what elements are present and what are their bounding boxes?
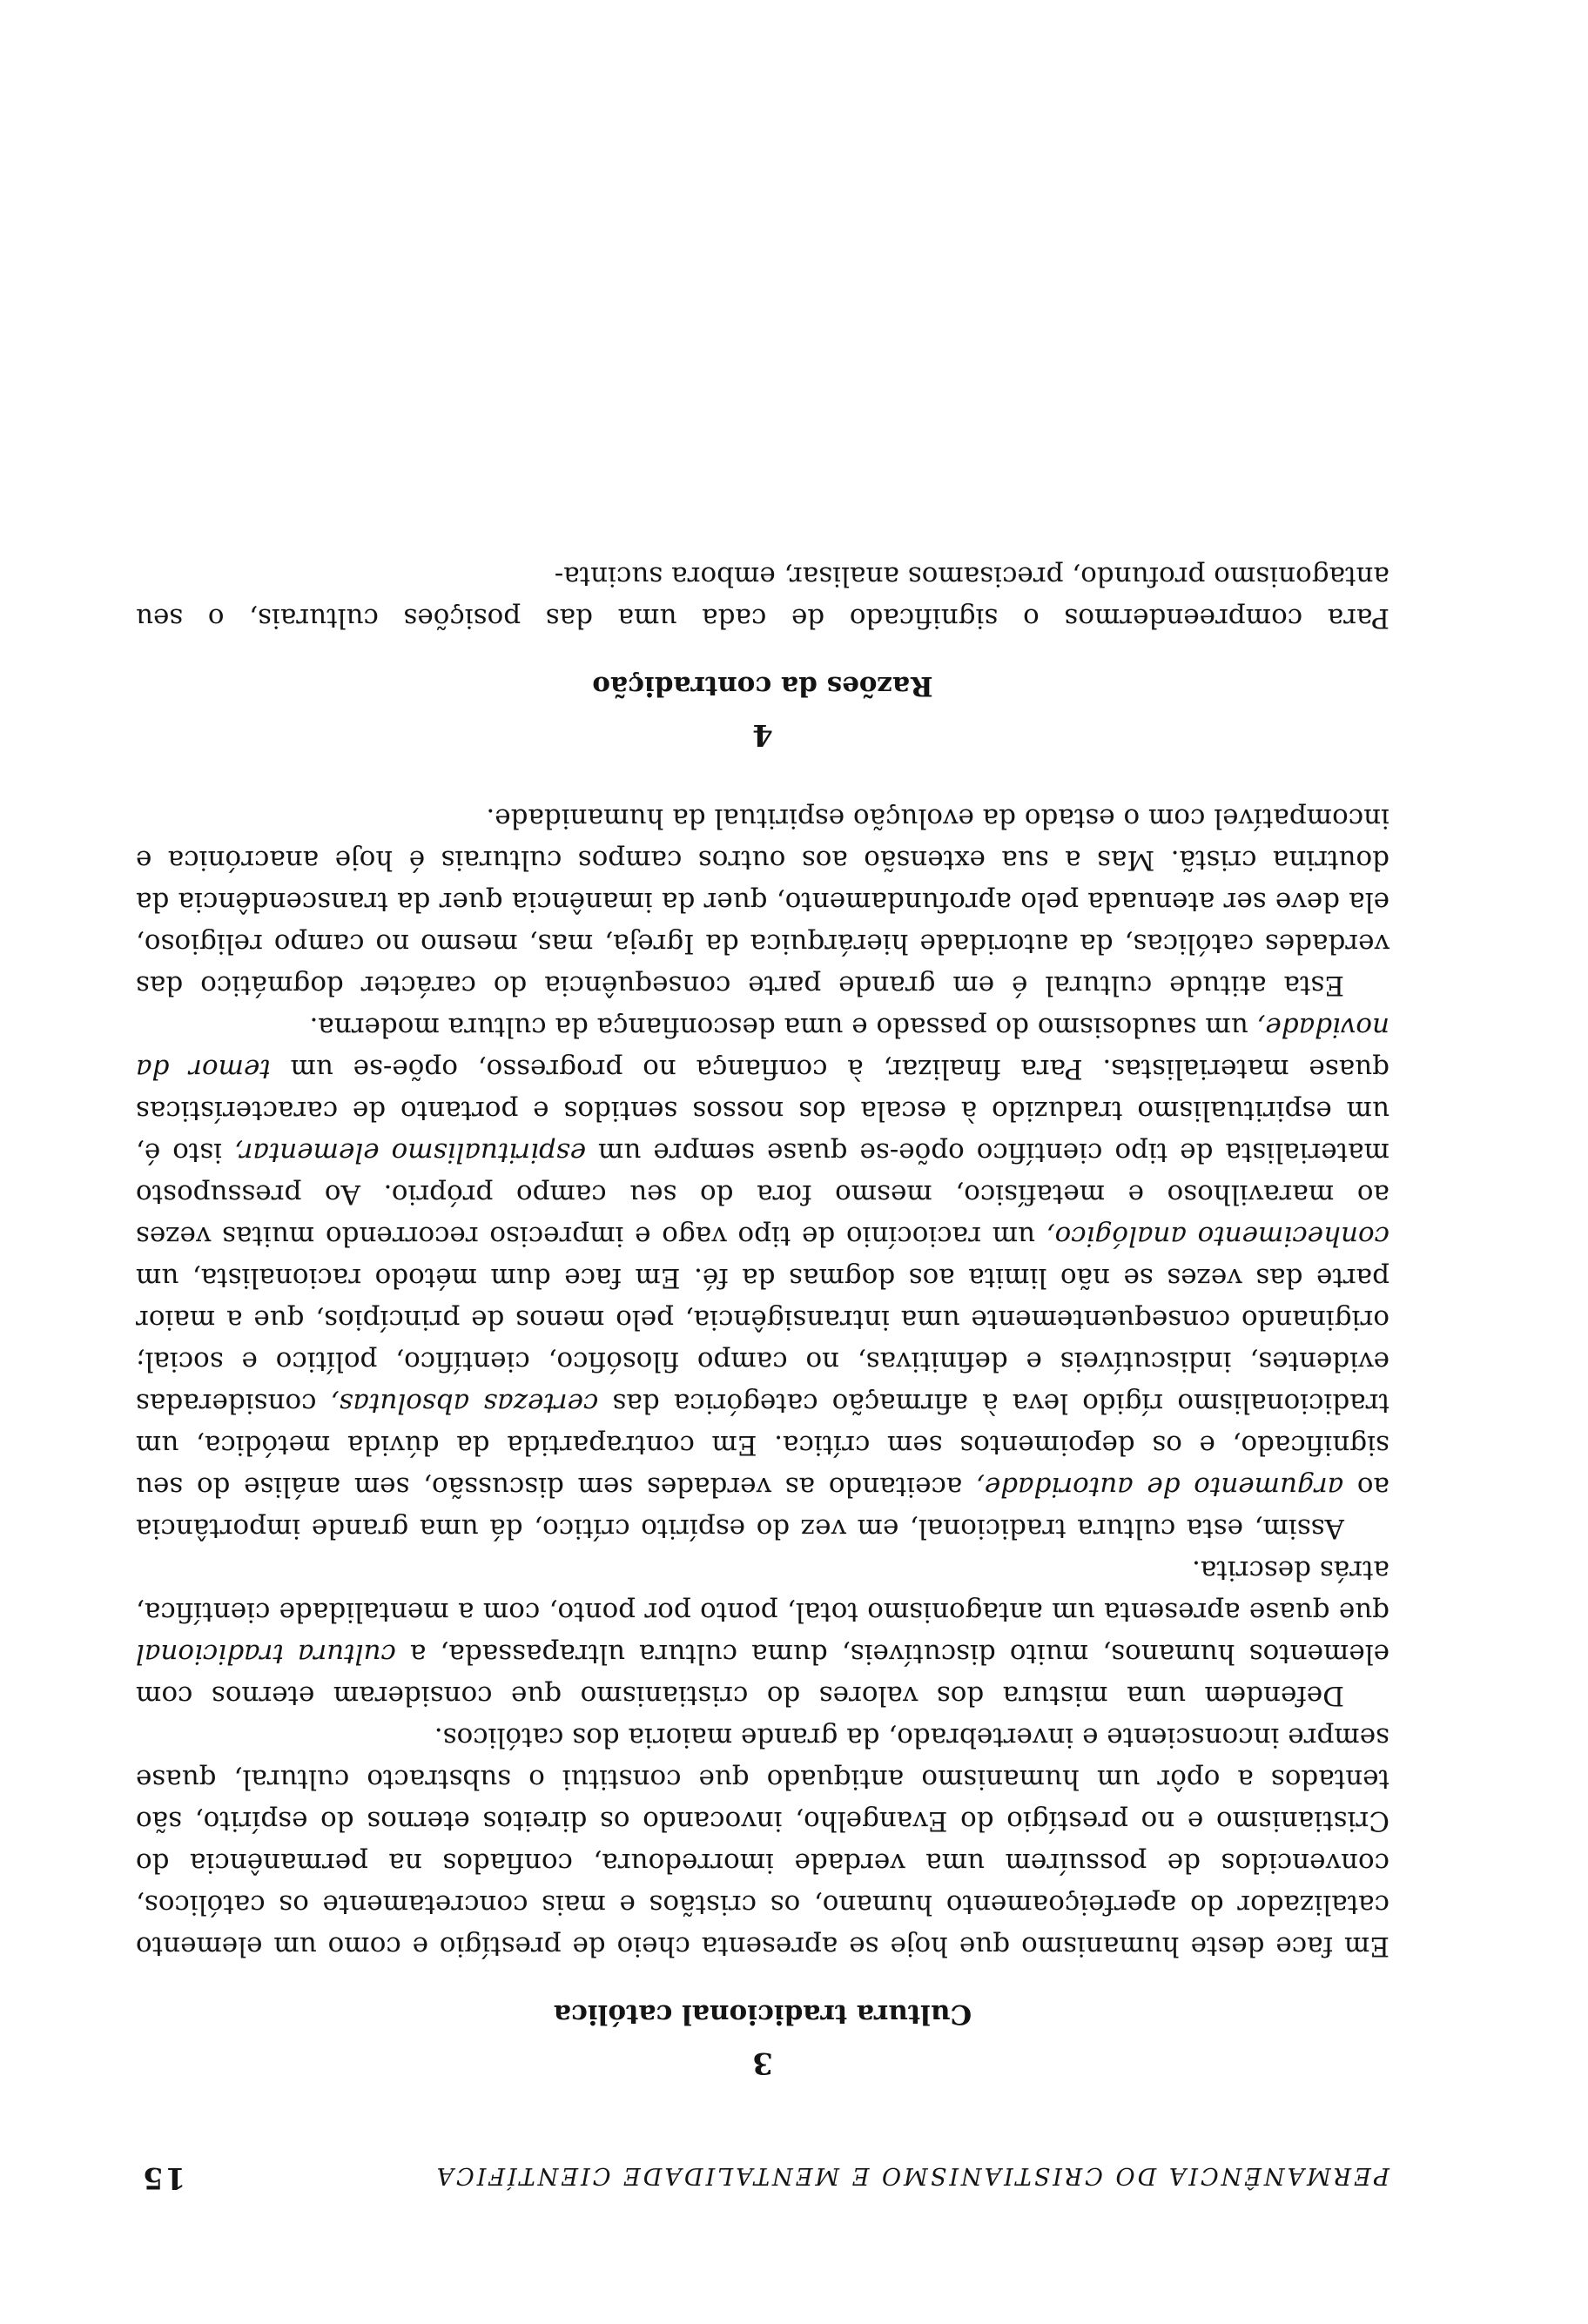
paragraph: Em face deste humanismo que hoje se apresenta cheio de prestígio e como um elemento catalizador do aperfeiçoamento humano, os cristãos e mais concretamente os católicos, convencidos de possuírem uma verdade imorredoura, confiados na permanência do Cristianismo e no prestígio do Evangelho, invocando os direitos eternos do espírito, são tentados a opôr um humanismo antiquado que constitui o substracto cultural, quase sempre inconsciente e invertebrado, da grande maioria dos católicos.	[136, 1722, 1390, 1962]
text-run: consideradas evidentes, indiscutíveis e definitivas, no campo filosófico, científico, político e social; originando consequentemente uma intransigência, pelo menos de princípios, que a maior parte das vezes se não limita aos dogmas da fé. Em face dum método racionalista, um	[136, 1262, 1390, 1419]
italic-term: certezas absolutas,	[330, 1387, 599, 1419]
paragraph	[136, 1549, 1390, 1716]
running-title: PERMANÊNCIA DO CRISTIANISMO E MENTALIDADE CIENTÍFICA	[434, 2162, 1390, 2189]
text-run: um saudosismo do passado e uma desconfiança da cultura moderna.	[309, 1011, 1257, 1043]
running-head	[136, 2150, 1390, 2195]
text-run: um raciocínio de tipo vago e impreciso recorrendo muitas vezes ao maravilhoso e metafísico, mesmo fora do seu campo próprio. Ao pressuposto materialista de tipo científico opõe-se quase sempre um	[135, 1137, 1390, 1252]
paragraph: Para compreendermos o significado de cada uma das posições culturais, o seu antagonismo profundo, precisamos analisar, embora sucinta-	[136, 561, 1390, 634]
section-number: 3	[752, 2045, 773, 2080]
section-gap	[136, 757, 1390, 797]
text-run: aceitando as verdades sem discussão, sem análise do seu significado, e os depoimentos sem crítica. Em contrapartida da dúvida metódica, um tradicionalismo rígido leva à afirmação categórica das	[136, 1387, 1390, 1502]
text-run: Assim, esta cultura tradicional, em vez do espírito crítico, dá uma grande importância ao	[136, 1471, 1390, 1544]
section-number: 4	[752, 717, 773, 752]
text-run: isto é, um espiritualismo traduzido à escala dos nossos sentidos e portanto de características quase materialistas. Para finalizar, à confiança no progresso, opõe-se um	[136, 1053, 1390, 1168]
italic-term: conhecimento analógico,	[1046, 1220, 1390, 1252]
paragraph	[136, 1006, 1390, 1549]
italic-term: temor da novidade,	[136, 1011, 1390, 1085]
text-block	[136, 555, 1390, 2195]
text-run: que quase apresenta um antagonismo total, ponto por ponto, com a mentalidade científica, atrás descrita.	[136, 1555, 1390, 1628]
italic-term: cultura tradicional	[136, 1638, 396, 1669]
section-title: Razões da contradição	[592, 670, 933, 702]
italic-term: espiritualismo elementar,	[234, 1137, 587, 1168]
paragraph: Esta atitude cultural é em grande parte consequência do carácter dogmático das verdades católicas, da autoridade hierárquica da Igreja, mas, mesmo no campo religioso, ela deve ser atenuada pelo aprofundamento, quer da imanência quer da transcendência da doutrina cristã. Mas a sua extensão aos outros campos culturais é hoje anacrónica e incompatível com o estado da evolução espiritual da humanidade.	[136, 803, 1390, 1001]
page-number: 15	[141, 2160, 186, 2195]
text-run: Defendem uma mistura dos valores do cristianismo que consideram eternos com elementos humanos, muito discutíveis, duma cultura ultrapassada, a	[136, 1638, 1390, 1711]
section-title: Cultura tradicional católica	[553, 1998, 972, 2030]
italic-term: argumento de autoridade,	[976, 1471, 1344, 1502]
